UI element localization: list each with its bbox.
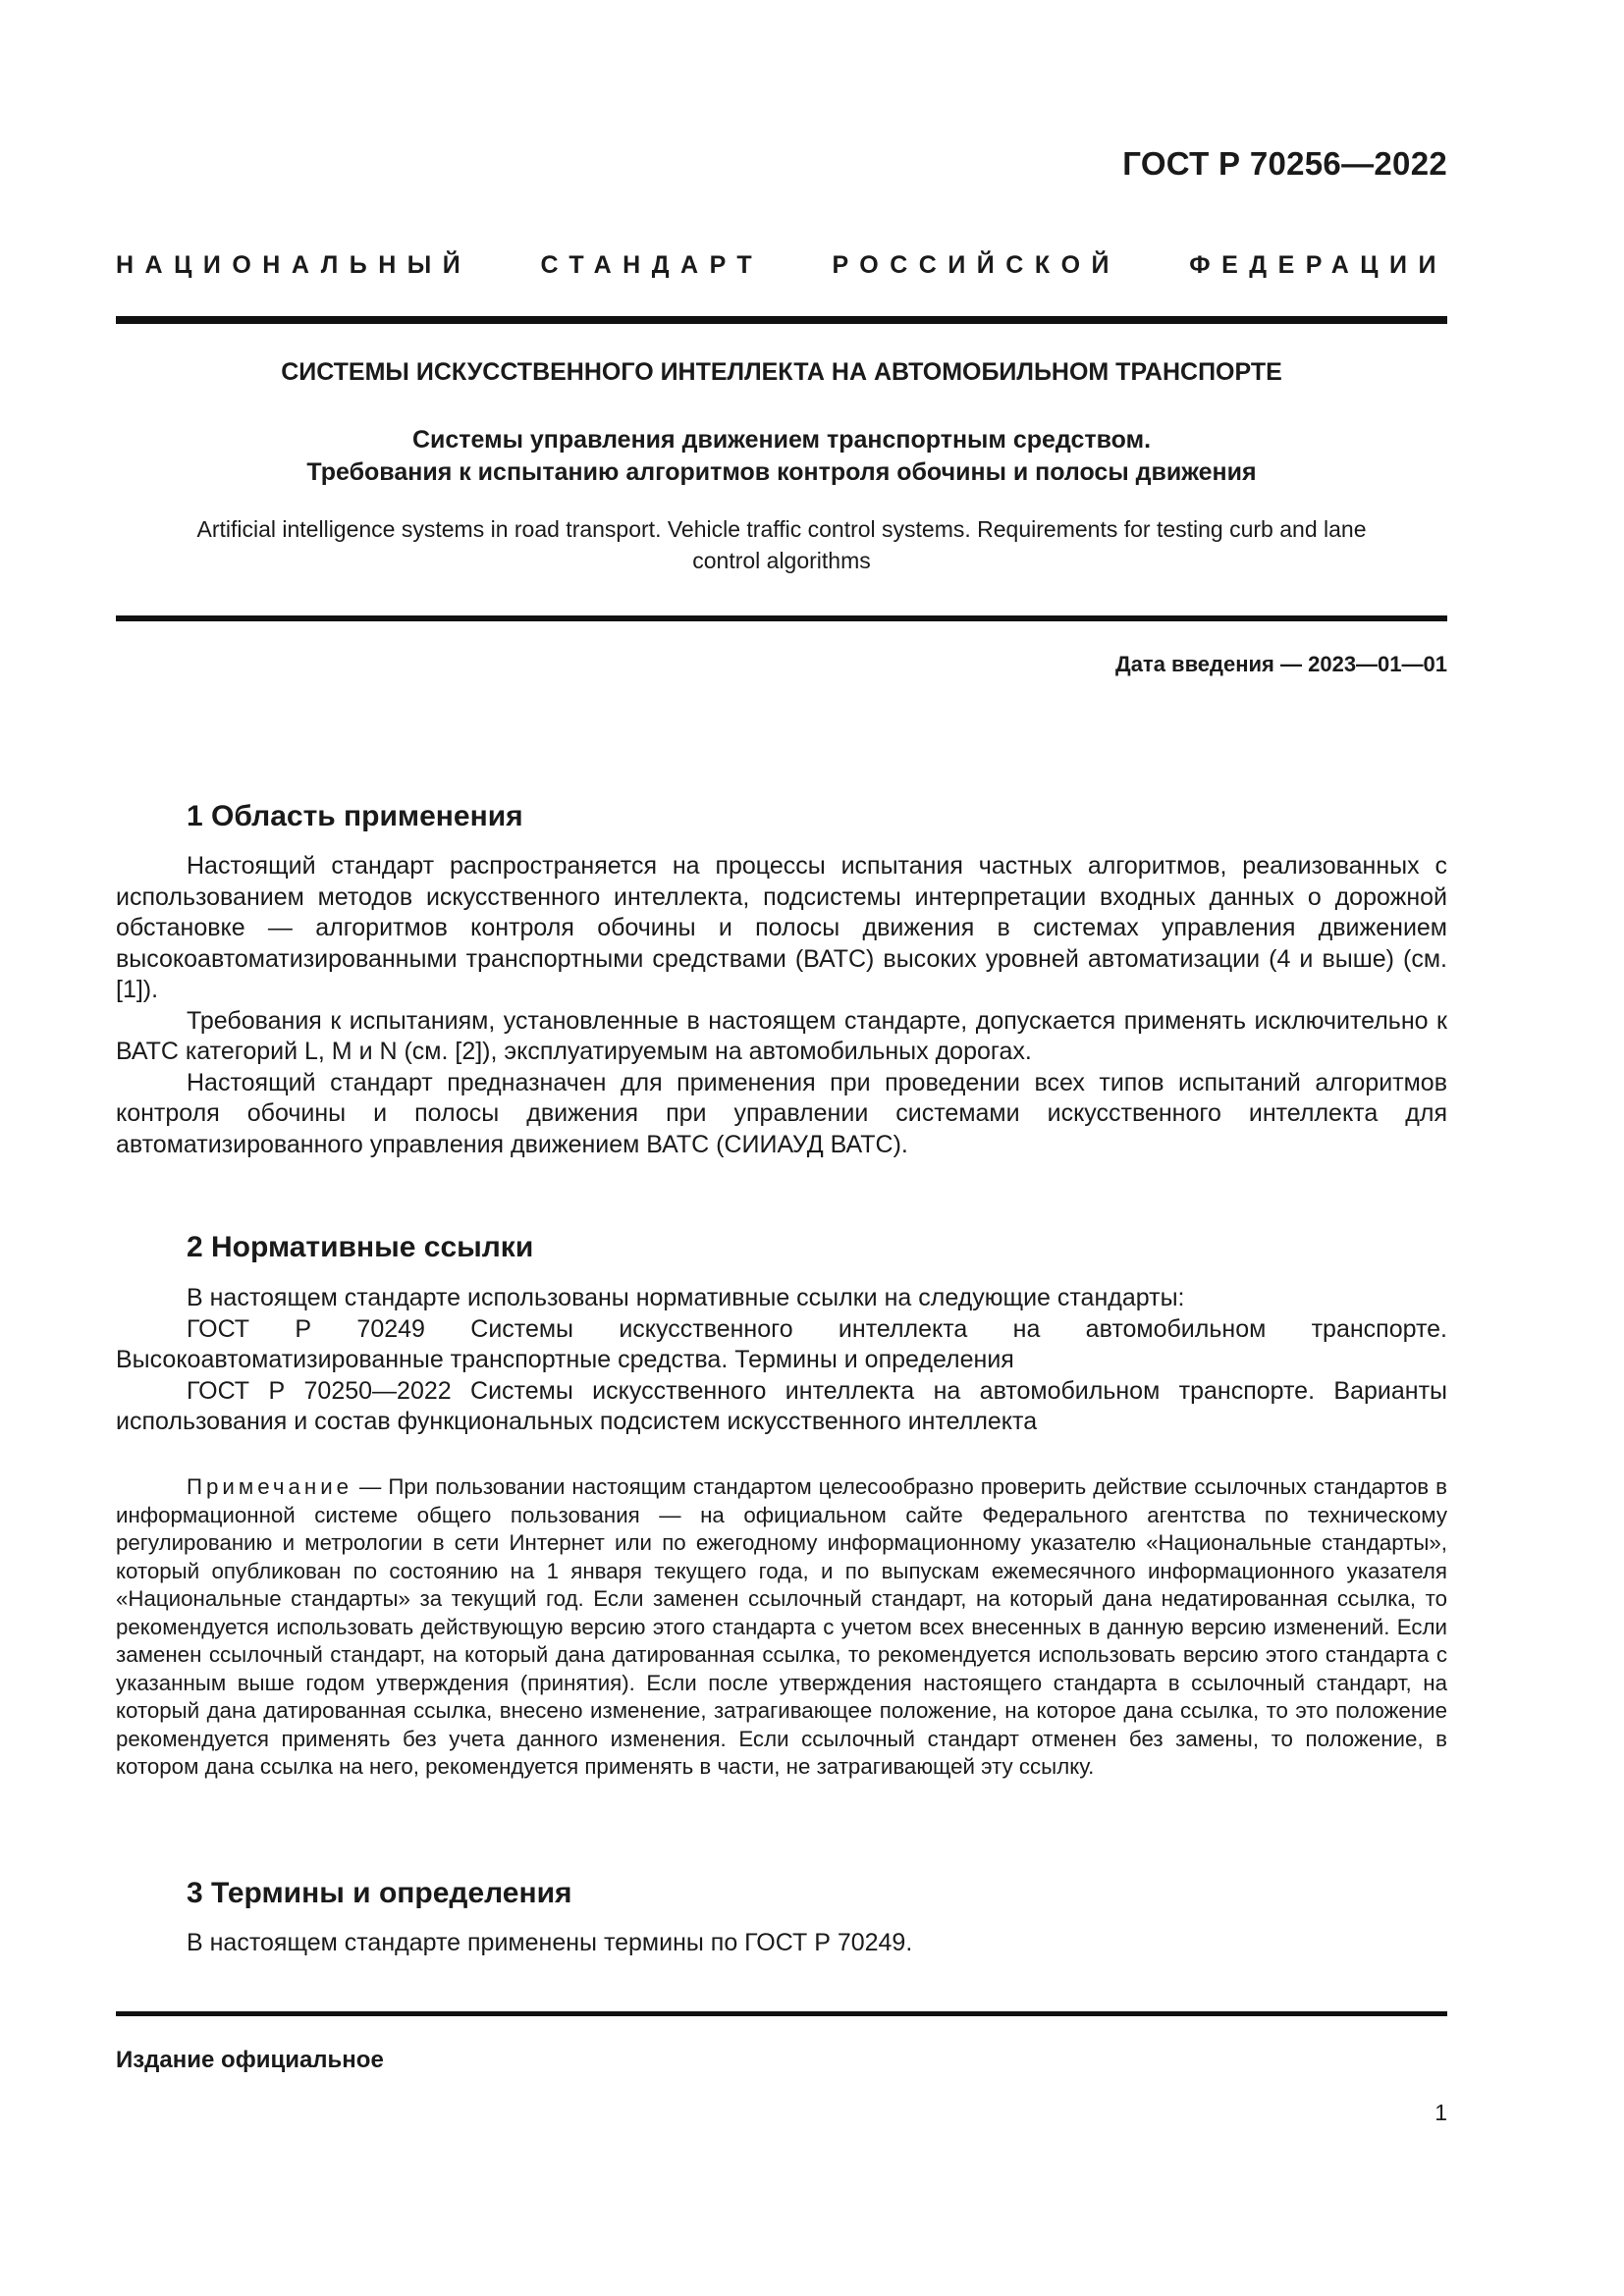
section-body-terms xyxy=(116,1928,1447,1959)
note-text: — При пользовании настоящим стандартом целесообразно проверить действие ссылочных стандартов в информационной системе общего пользования — на официальном сайте Федерального агентства по техническому регулированию и метрологии в сети Интернет или по ежегодному информационному указателю «Национальные стандарты», который опубликован по состоянию на 1 января текущего года, и по выпускам ежемесячного информационного указателя «Национальные стандарты» за текущий год. Если заменен ссылочный стандарт, на который дана недатированная ссылка, то рекомендуется использовать действующую версию этого стандарта с учетом всех внесенных в данную версию изменений. Если заменен ссылочный стандарт, на который дана датированная ссылка, то рекомендуется использовать версию этого стандарта с указанным выше годом утверждения (принятия). Если после утверждения настоящего стандарта в ссылочный стандарт, на который дана датированная ссылка, внесено изменение, затрагивающее положение, на которое дана ссылка, то это положение рекомендуется применять без учета данного изменения. Если ссылочный стандарт отменен без замены, то положение, в котором дана ссылка на него, рекомендуется применять в части, не затрагивающей эту ссылку. xyxy=(116,1474,1447,1779)
note-label: Примечание xyxy=(187,1474,353,1499)
footer-divider xyxy=(116,2011,1447,2016)
document-number: ГОСТ Р 70256—2022 xyxy=(1122,145,1447,182)
top-divider xyxy=(116,316,1447,324)
section-body-scope xyxy=(116,851,1447,1160)
subtitle-line-2: Требования к испытанию алгоритмов контроля обочины и полосы движения xyxy=(306,458,1257,486)
introduction-date: Дата введения — 2023—01—01 xyxy=(1115,652,1447,676)
paragraph: Требования к испытаниям, установленные в настоящем стандарте, допускается применять исключительно к ВАТС категорий L, M и N (см. [2]), эксплуатируемым на автомобильных дорогах. xyxy=(116,1006,1447,1065)
paragraph: ГОСТ Р 70250—2022 Системы искусственного интеллекта на автомобильном транспорте. Варианты использования и состав функциональных подсистем искусственного интеллекта xyxy=(116,1376,1447,1435)
english-title-line-2: control algorithms xyxy=(692,548,871,573)
section-heading-scope: 1 Область применения xyxy=(187,800,523,832)
official-edition-label: Издание официальное xyxy=(116,2047,384,2073)
paragraph: В настоящем стандарте использованы нормативные ссылки на следующие стандарты: xyxy=(187,1284,1185,1311)
section-heading-terms: 3 Термины и определения xyxy=(187,1877,572,1909)
english-title-line-1: Artificial intelligence systems in road transport. Vehicle traffic control systems. Requirements for testing curb and lane xyxy=(196,516,1367,542)
section-body-references xyxy=(116,1283,1447,1438)
title-divider xyxy=(116,615,1447,621)
national-standard-banner: НАЦИОНАЛЬНЫЙ СТАНДАРТ РОССИЙСКОЙ ФЕДЕРАЦИИ xyxy=(116,251,1447,279)
page-number: 1 xyxy=(1435,2100,1447,2125)
document-title: СИСТЕМЫ ИСКУССТВЕННОГО ИНТЕЛЛЕКТА НА АВТОМОБИЛЬНОМ ТРАНСПОРТЕ xyxy=(281,358,1282,386)
paragraph: Настоящий стандарт распространяется на процессы испытания частных алгоритмов, реализованных с использованием методов искусственного интеллекта, подсистемы интерпретации входных данных о дорожной обстановке — алгоритмов контроля обочины и полосы движения в системах управления движением высокоавтоматизированными транспортными средствами (ВАТС) высоких уровней автоматизации (4 и выше) (см. [1]). xyxy=(116,852,1447,1003)
paragraph: Настоящий стандарт предназначен для применения при проведении всех типов испытаний алгоритмов контроля обочины и полосы движения при управлении системами искусственного интеллекта для автоматизированного управления движением ВАТС (СИИАУД ВАТС). xyxy=(116,1068,1447,1158)
paragraph: ГОСТ Р 70249 Системы искусственного интеллекта на автомобильном транспорте. Высокоавтоматизированные транспортные средства. Термины и определения xyxy=(116,1314,1447,1373)
section-heading-references: 2 Нормативные ссылки xyxy=(187,1231,534,1263)
document-subtitle xyxy=(116,424,1447,489)
subtitle-line-1: Системы управления движением транспортным средством. xyxy=(411,426,1152,454)
english-title xyxy=(116,513,1447,576)
paragraph: В настоящем стандарте применены термины по ГОСТ Р 70249. xyxy=(187,1929,913,1956)
reference-note xyxy=(116,1473,1447,1782)
